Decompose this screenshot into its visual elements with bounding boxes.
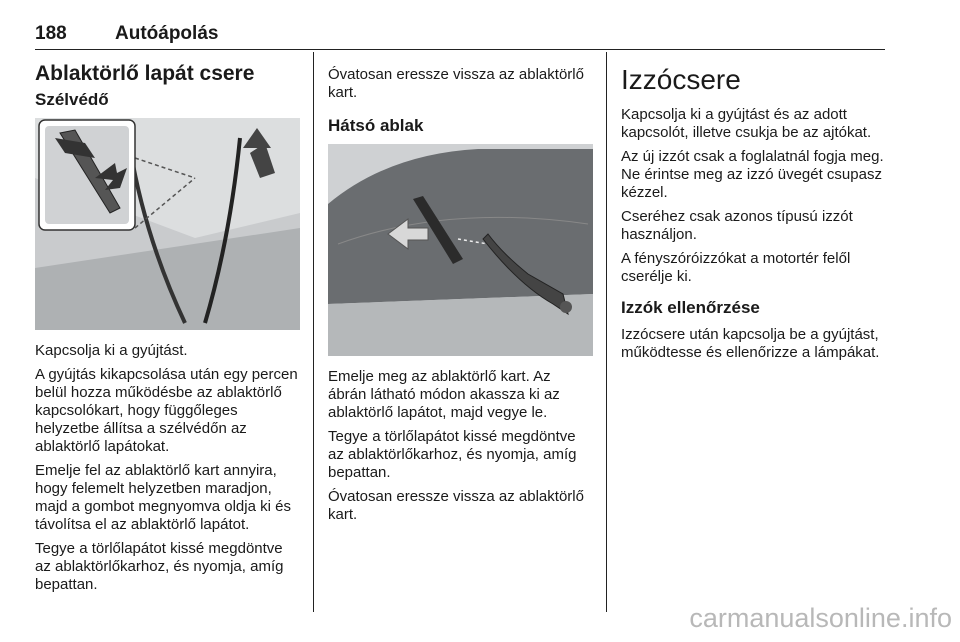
paragraph: A gyújtás kikapcsolása után egy percen belül hozza működésbe az ablaktörlő kapcsolókart, hogy függőleges helyzetbe állítsa a szélvédőn az ablaktörlő lapátokat. (35, 366, 298, 455)
paragraph: Cseréhez csak azonos típusú izzót használjon. (621, 208, 853, 243)
paragraph-list-col1 (35, 342, 300, 594)
column-divider-1 (313, 52, 314, 612)
paragraph: Az új izzót csak a foglalatnál fogja meg. Ne érintse meg az izzó üvegét csupasz kézzel. (621, 148, 884, 201)
paragraph-list-col2 (328, 368, 593, 524)
paragraph: Emelje fel az ablaktörlő kart annyira, hogy felemelt helyzetben maradjon, majd a gombot megnyomva oldja ki és távolítsa el az ablaktörlő lapátot. (35, 462, 291, 533)
paragraph: Emelje meg az ablaktörlő kart. Az ábrán látható módon akassza ki az ablaktörlő lapátot, majd vegye le. (328, 368, 560, 421)
subsection-title-rear-window: Hátsó ablak (328, 116, 424, 135)
header-rule (35, 49, 885, 50)
rear-wiper-illustration (328, 144, 593, 356)
bulb-section-title: Izzócsere (621, 64, 741, 95)
watermark: carmanualsonline.info (689, 603, 952, 633)
chapter-title: Autóápolás (115, 23, 219, 44)
paragraph: Tegye a törlőlapátot kissé megdöntve az ablaktörlőkarhoz, és nyomja, amíg bepattan. (328, 428, 577, 481)
paragraph: Óvatosan eressze vissza az ablaktörlő kart. (328, 488, 584, 523)
subsection-title-windshield: Szélvédő (35, 90, 109, 109)
paragraph: Izzócsere után kapcsolja be a gyújtást, működtesse és ellenőrizze a lámpákat. (621, 326, 880, 361)
intro-paragraph: Óvatosan eressze vissza az ablaktörlő kart. (328, 66, 584, 101)
subsection-title-bulb-check: Izzók ellenőrzése (621, 298, 760, 317)
column-1 (35, 58, 300, 600)
section-title: Ablaktörlő lapát csere (35, 62, 255, 85)
column-divider-2 (606, 52, 607, 612)
column-2 (328, 58, 593, 530)
column-3 (621, 58, 891, 368)
paragraph: Kapcsolja ki a gyújtást. (35, 342, 188, 359)
paragraph: Kapcsolja ki a gyújtást és az adott kapcsolót, illetve csukja be az ajtókat. (621, 106, 872, 141)
paragraph: Tegye a törlőlapátot kissé megdöntve az ablaktörlőkarhoz, és nyomja, amíg bepattan. (35, 540, 284, 593)
page-number: 188 (35, 23, 67, 44)
paragraph: A fényszóróizzókat a motortér felől cserélje ki. (621, 250, 851, 285)
windshield-wiper-illustration (35, 118, 300, 330)
page-header (35, 23, 218, 45)
